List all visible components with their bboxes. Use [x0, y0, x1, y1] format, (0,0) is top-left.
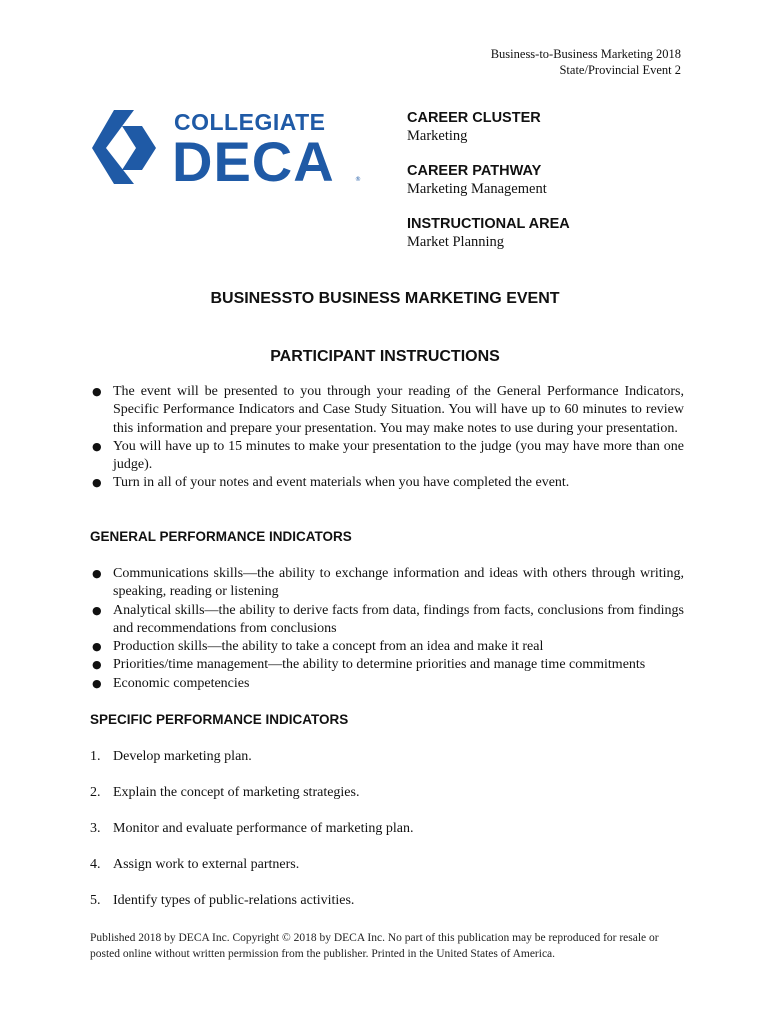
list-item: ● The event will be presented to you through your reading of the General Performance Indicators, Specific Performance Indicators and Case Study Situation. You will have up to 60 minutes to review this information and prepare your presentation. You may make notes to use during your presentation. — [92, 384, 684, 436]
specific-performance-indicators-heading: SPECIFIC PERFORMANCE INDICATORS — [90, 712, 349, 727]
copyright-footer: Published 2018 by DECA Inc. Copyright © 2018 by DECA Inc. No part of this publication may be reproduced for resale or posted online without written permission from the publisher. Printed in the United States of America. — [90, 932, 659, 960]
bullet-icon: ● — [92, 385, 102, 398]
career-info-block — [407, 109, 697, 268]
list-item: ● Turn in all of your notes and event materials when you have completed the event. — [90, 474, 684, 492]
list-item: ● Economic competencies — [90, 675, 684, 693]
collegiate-deca-logo — [92, 108, 364, 186]
career-cluster-value: Marketing — [407, 128, 468, 144]
bullet-icon: ● — [92, 567, 102, 580]
bullet-icon: ● — [92, 676, 102, 690]
career-pathway-heading: CAREER PATHWAY — [407, 163, 542, 179]
bullet-icon: ● — [92, 603, 102, 617]
event-title: BUSINESSTO BUSINESS MARKETING EVENT — [210, 290, 560, 307]
list-item: ● You will have up to 15 minutes to make your presentation to the judge (you may have more than one judge). — [92, 438, 684, 473]
career-pathway-value: Marketing Management — [407, 181, 547, 197]
list-item: 4. Assign work to external partners. — [90, 857, 300, 872]
list-item: ● Production skills—the ability to take a concept from an idea and make it real — [90, 638, 684, 656]
instructions-list — [90, 383, 684, 493]
specific-performance-indicators-list — [90, 748, 414, 928]
bullet-icon: ● — [92, 640, 102, 654]
logo-text-deca: DECA — [172, 130, 335, 186]
general-performance-indicators-list — [90, 565, 684, 693]
instructions-title: PARTICIPANT INSTRUCTIONS — [270, 348, 500, 365]
list-item: 1. Develop marketing plan. — [90, 749, 252, 764]
list-item: ● Communications skills—the ability to exchange information and ideas with others through writing, speaking, reading or listening — [92, 566, 684, 600]
bullet-icon: ● — [92, 658, 102, 672]
instructional-area-value: Market Planning — [407, 234, 505, 250]
running-header — [491, 47, 681, 78]
list-item: 5. Identify types of public-relations activities. — [90, 893, 355, 908]
list-item: ● Priorities/time management—the ability to determine priorities and manage time commitments — [90, 656, 684, 674]
header-event-level: State/Provincial Event 2 — [559, 62, 681, 77]
bullet-icon: ● — [92, 476, 102, 490]
instructional-area-heading: INSTRUCTIONAL AREA — [407, 216, 570, 232]
logo-text-collegiate: COLLEGIATE — [174, 109, 326, 135]
header-event-name: Business-to-Business Marketing 2018 — [490, 47, 681, 61]
bullet-icon: ● — [92, 439, 102, 453]
general-performance-indicators-heading: GENERAL PERFORMANCE INDICATORS — [90, 529, 352, 544]
career-cluster-heading: CAREER CLUSTER — [407, 110, 541, 126]
list-item: ● Analytical skills—the ability to derive facts from data, findings from facts, conclusions from findings and recommendations from conclusions — [92, 602, 684, 636]
list-item: 3. Monitor and evaluate performance of marketing plan. — [90, 821, 414, 836]
list-item: 2. Explain the concept of marketing strategies. — [90, 785, 360, 800]
logo-registered-mark: ® — [355, 176, 361, 183]
